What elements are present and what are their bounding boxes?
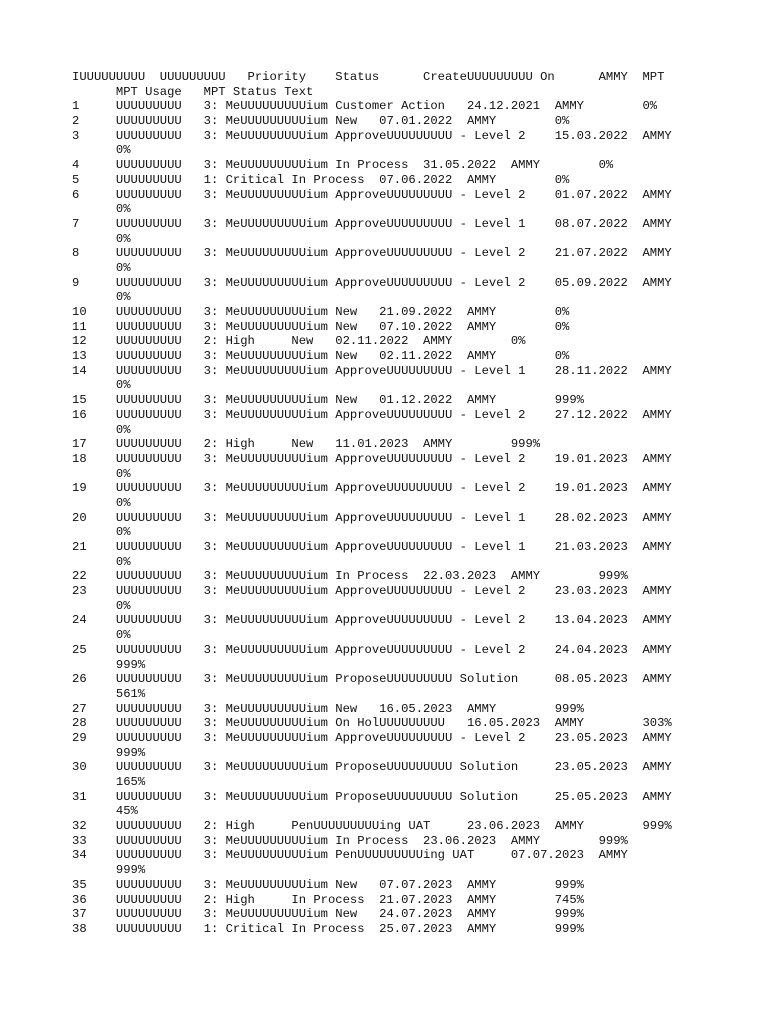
record-line: 31 UUUUUUUUU 3: MeUUUUUUUUUium ProposeUUUUUUUUU Solution 25.05.2023 AMMY [72, 789, 672, 804]
record-line: 9 UUUUUUUUU 3: MeUUUUUUUUUium ApproveUUUUUUUUU - Level 2 05.09.2022 AMMY [72, 275, 672, 290]
record-line: 0% [72, 231, 131, 246]
record-line: 999% [72, 745, 146, 760]
record-line: 37 UUUUUUUUU 3: MeUUUUUUUUUium New 24.07.2023 AMMY 999% [72, 907, 584, 922]
record-line: 5 UUUUUUUUU 1: Critical In Process 07.06.2022 AMMY 0% [72, 172, 570, 187]
record-line: 16 UUUUUUUUU 3: MeUUUUUUUUUium ApproveUUUUUUUUU - Level 2 27.12.2022 AMMY [72, 407, 672, 422]
record-line: 0% [72, 290, 131, 305]
record-line: 3 UUUUUUUUU 3: MeUUUUUUUUUium ApproveUUUUUUUUU - Level 2 15.03.2022 AMMY [72, 128, 672, 143]
record-line: 12 UUUUUUUUU 2: High New 02.11.2022 AMMY 0% [72, 334, 526, 349]
record-line: 30 UUUUUUUUU 3: MeUUUUUUUUUium ProposeUUUUUUUUU Solution 23.05.2023 AMMY [72, 760, 672, 775]
record-line: 165% [72, 775, 146, 789]
record-line: 13 UUUUUUUUU 3: MeUUUUUUUUUium New 02.11.2022 AMMY 0% [72, 349, 570, 364]
record-line: 34 UUUUUUUUU 3: MeUUUUUUUUUium PenUUUUUUUUUing UAT 07.07.2023 AMMY [72, 848, 628, 863]
record-line: 0% [72, 598, 131, 613]
record-line: 2 UUUUUUUUU 3: MeUUUUUUUUUium New 07.01.2022 AMMY 0% [72, 114, 570, 129]
record-line: 561% [72, 686, 146, 701]
record-line: 23 UUUUUUUUU 3: MeUUUUUUUUUium ApproveUUUUUUUUU - Level 2 23.03.2023 AMMY [72, 584, 672, 599]
record-line: 0% [72, 260, 131, 275]
record-line: 33 UUUUUUUUU 3: MeUUUUUUUUUium In Process 23.06.2023 AMMY 999% [72, 833, 628, 848]
record-line: 24 UUUUUUUUU 3: MeUUUUUUUUUium ApproveUUUUUUUUU - Level 2 13.04.2023 AMMY [72, 613, 672, 628]
record-line: 14 UUUUUUUUU 3: MeUUUUUUUUUium ApproveUUUUUUUUU - Level 1 28.11.2022 AMMY [72, 363, 672, 378]
record-line: 0% [72, 466, 131, 481]
header-line: MPT Usage MPT Status Text [72, 84, 314, 99]
record-line: 0% [72, 525, 131, 540]
record-line: 17 UUUUUUUUU 2: High New 11.01.2023 AMMY 999% [72, 437, 541, 452]
document-text-body [72, 70, 712, 937]
header-line: IUUUUUUUUU UUUUUUUUU Priority Status CreateUUUUUUUUU On AMMY MPT [72, 70, 665, 84]
record-line: 7 UUUUUUUUU 3: MeUUUUUUUUUium ApproveUUUUUUUUU - Level 1 08.07.2022 AMMY [72, 216, 672, 231]
record-line: 0% [72, 554, 131, 569]
record-line: 28 UUUUUUUUU 3: MeUUUUUUUUUium On HolUUUUUUUUU 16.05.2023 AMMY 303% [72, 716, 672, 731]
record-line: 36 UUUUUUUUU 2: High In Process 21.07.2023 AMMY 745% [72, 892, 584, 907]
record-line: 8 UUUUUUUUU 3: MeUUUUUUUUUium ApproveUUUUUUUUU - Level 2 21.07.2022 AMMY [72, 246, 672, 261]
record-line: 11 UUUUUUUUU 3: MeUUUUUUUUUium New 07.10.2022 AMMY 0% [72, 319, 570, 334]
record-line: 10 UUUUUUUUU 3: MeUUUUUUUUUium New 21.09.2022 AMMY 0% [72, 305, 570, 319]
record-line: 26 UUUUUUUUU 3: MeUUUUUUUUUium ProposeUUUUUUUUU Solution 08.05.2023 AMMY [72, 672, 672, 687]
record-line: 25 UUUUUUUUU 3: MeUUUUUUUUUium ApproveUUUUUUUUU - Level 2 24.04.2023 AMMY [72, 642, 672, 657]
record-line: 32 UUUUUUUUU 2: High PenUUUUUUUUUing UAT 23.06.2023 AMMY 999% [72, 819, 672, 834]
record-line: 0% [72, 202, 131, 217]
record-line: 0% [72, 422, 131, 437]
record-line: 38 UUUUUUUUU 1: Critical In Process 25.07.2023 AMMY 999% [72, 921, 584, 936]
record-line: 4 UUUUUUUUU 3: MeUUUUUUUUUium In Process 31.05.2022 AMMY 0% [72, 158, 614, 173]
record-line: 20 UUUUUUUUU 3: MeUUUUUUUUUium ApproveUUUUUUUUU - Level 1 28.02.2023 AMMY [72, 510, 672, 525]
record-line: 999% [72, 863, 146, 878]
record-line: 19 UUUUUUUUU 3: MeUUUUUUUUUium ApproveUUUUUUUUU - Level 2 19.01.2023 AMMY [72, 481, 672, 496]
record-line: 1 UUUUUUUUU 3: MeUUUUUUUUUium Customer Action 24.12.2021 AMMY 0% [72, 99, 658, 114]
record-line: 999% [72, 657, 146, 672]
record-line: 15 UUUUUUUUU 3: MeUUUUUUUUUium New 01.12.2022 AMMY 999% [72, 393, 584, 408]
record-line: 27 UUUUUUUUU 3: MeUUUUUUUUUium New 16.05.2023 AMMY 999% [72, 701, 584, 716]
record-line: 0% [72, 143, 131, 158]
record-line: 45% [72, 804, 138, 819]
record-line: 0% [72, 628, 131, 643]
record-line: 6 UUUUUUUUU 3: MeUUUUUUUUUium ApproveUUUUUUUUU - Level 2 01.07.2022 AMMY [72, 187, 672, 202]
record-line: 29 UUUUUUUUU 3: MeUUUUUUUUUium ApproveUUUUUUUUU - Level 2 23.05.2023 AMMY [72, 730, 672, 745]
record-line: 21 UUUUUUUUU 3: MeUUUUUUUUUium ApproveUUUUUUUUU - Level 1 21.03.2023 AMMY [72, 540, 672, 554]
record-line: 0% [72, 378, 131, 393]
record-line: 18 UUUUUUUUU 3: MeUUUUUUUUUium ApproveUUUUUUUUU - Level 2 19.01.2023 AMMY [72, 451, 672, 466]
record-line: 35 UUUUUUUUU 3: MeUUUUUUUUUium New 07.07.2023 AMMY 999% [72, 877, 584, 892]
record-line: 0% [72, 495, 131, 510]
record-line: 22 UUUUUUUUU 3: MeUUUUUUUUUium In Process 22.03.2023 AMMY 999% [72, 569, 628, 584]
